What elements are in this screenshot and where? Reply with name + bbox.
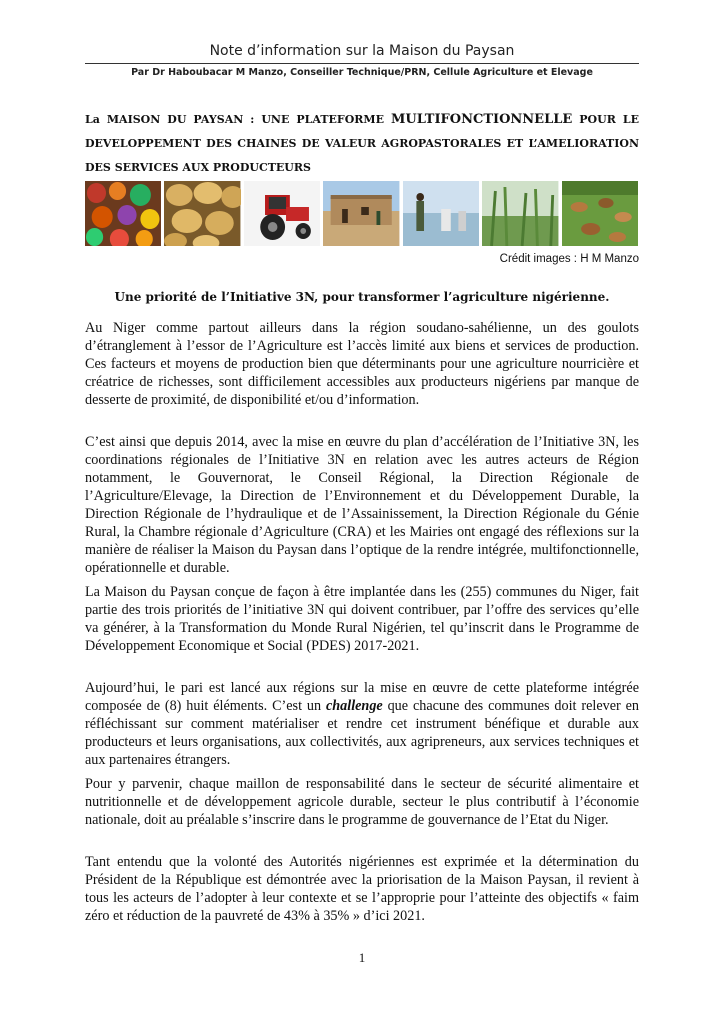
photo-credit: Crédit images : H M Manzo	[499, 253, 639, 265]
photo-building	[323, 181, 399, 246]
paragraph-5: Pour y parvenir, chaque maillon de responsabilité dans le secteur de sécurité alimentaire et nutritionnelle et de développement agricole durable, secteur le plus contributif à l’économie nationale, doit au préalable s’inscrire dans le programme de gouvernance de l’Etat du Niger.	[85, 776, 639, 828]
page-number: 1	[358, 950, 366, 965]
photo-crops	[482, 181, 558, 246]
photo-vegetables	[85, 181, 161, 246]
paragraph-4-start: Aujourd’hui, le pari est lancé aux régions sur la mise en œuvre de cette plateforme intégrée composée de (8) huit éléments. C’est un	[85, 680, 639, 714]
photo-strip	[85, 181, 638, 246]
photo-livestock	[562, 181, 638, 246]
paragraph-4-end: que chacune des communes doit relever en réfléchissant sur comment matérialiser et rendre cet instrument bénéfique et durable aux producteurs et leurs organisations, aux collectivités, aux agripreneurs, aux services techniques et aux partenaires étrangers.	[85, 698, 640, 768]
paragraph-2: C’est ainsi que depuis 2014, avec la mise en œuvre du plan d’accélération de l’Initiative 3N, les coordinations régionales de l’Initiative 3N en relation avec les autres acteurs de Région notamment, le Gouvernorat, le Conseil Régional, la Direction Régionale de l’Agriculture/Elevage, la Direction de l’Environnement et du Développement Durable, la Direction Régionale de l’hydraulique et de l’Assainissement, la Direction Régionale du Génie Rural, la Chambre régionale d’Agriculture (CRA) et les Mairies ont engagé des réflexions sur la manière de réaliser la Maison du Paysan dans l’optique de la rendre intégrée, multifonctionnelle, opérationnelle et durable.	[85, 434, 639, 576]
section-subtitle: Une priorité de l’Initiative 3N, pour transformer l’agriculture nigérienne.	[114, 290, 610, 304]
document-title-part2: POUR LE DEVELOPPEMENT DES CHAINES DE VALEUR AGROPASTORALES ET L’AMELIORATION DES SERVICES AUX PRODUCTEURS	[85, 113, 639, 174]
running-header-author: Par Dr Haboubacar M Manzo, Conseiller Technique/PRN, Cellule Agriculture et Elevage	[131, 67, 593, 78]
paragraph-6: Tant entendu que la volonté des Autorités nigériennes est exprimée et la détermination du Président de la République est démontrée avec la priorisation de la Maison Paysan, il revient à tous les acteurs de l’adopter à leur contexte et se l’approprie pour l’atteinte des objectifs « faim zéro et réduction de la pauvreté de 43% à 35% » d’ici 2021.	[85, 854, 639, 924]
photo-tractor	[244, 181, 320, 246]
paragraph-4	[85, 679, 639, 769]
paragraph-1: Au Niger comme partout ailleurs dans la région soudano-sahélienne, un des goulots d’étranglement à l’essor de l’Agriculture est l’accès limité aux biens et services de production. Ces facteurs et moyens de production bien que déterminants pour une agriculture nourricière et créatrice de richesses, sont difficilement accessibles aux producteurs nigériens par manque de desserte de proximité, de disponibilité et/ou d’information.	[85, 320, 639, 408]
document-title-part1: La MAISON DU PAYSAN : UNE PLATEFORME	[85, 113, 391, 126]
paragraph-4-emphasis: challenge	[325, 698, 383, 714]
paragraph-3: La Maison du Paysan conçue de façon à être implantée dans les (255) communes du Niger, fait partie des trois priorités de l’initiative 3N qui doivent contribuer, par l’offre des services qu’elle va générer, à la Transformation du Monde Rural Nigérien, tel qu’inscrit dans le Programme de Développement Economique et Social (PDES) 2017-2021.	[85, 584, 639, 654]
photo-people-field	[403, 181, 479, 246]
header-divider	[85, 63, 639, 64]
photo-potatoes	[164, 181, 240, 246]
running-header-title: Note d’information sur la Maison du Paysan	[209, 43, 515, 59]
document-title-emphasis: MULTIFONCTIONNELLE	[390, 112, 573, 127]
document-title	[85, 108, 639, 180]
